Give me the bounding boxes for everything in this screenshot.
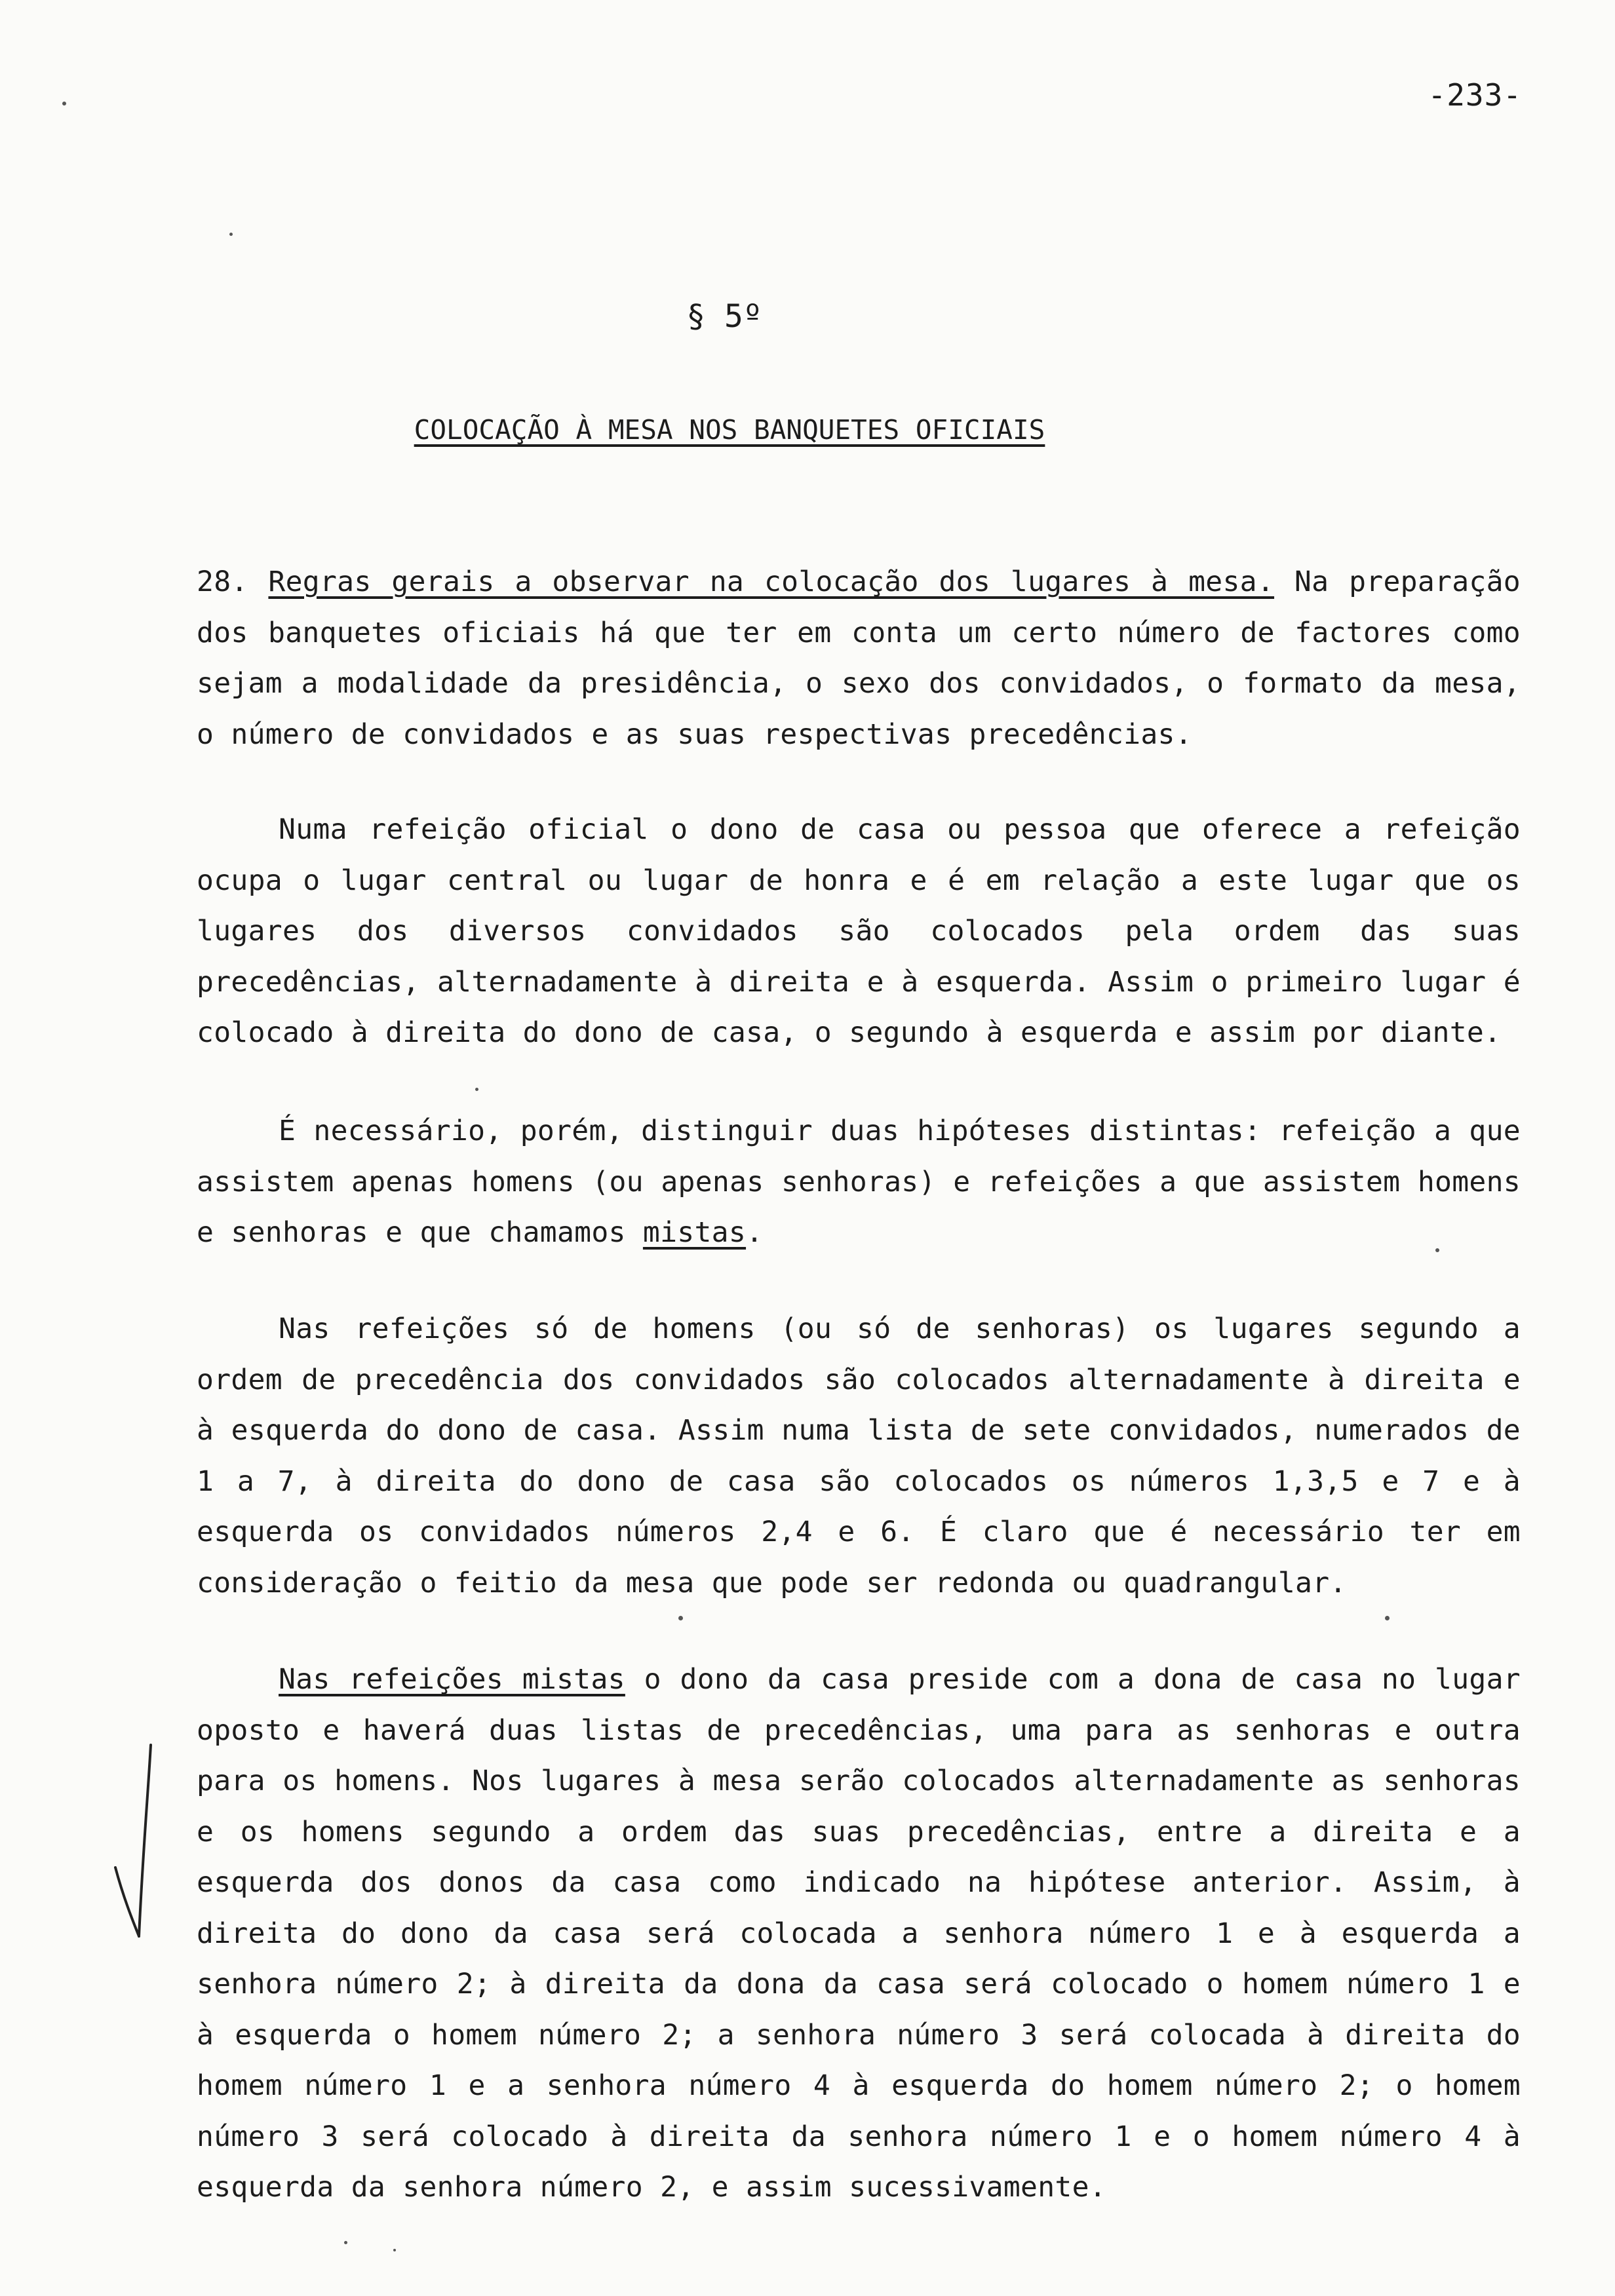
scan-speck	[678, 1616, 683, 1620]
paragraph-text: Nas refeições só de homens (ou só de senhoras) os lugares segundo a ordem de precedência dos convidados são colocados alternadamente à direita e à esquerda do dono de casa. Assim numa lista de sete convidados, numerados de 1 a 7, à direita do dono de casa são colocados os números 1,3,5 e 7 e à esquerda os convidados números 2,4 e 6. É claro que é necessário ter em consideração o feitio da mesa que pode ser redonda ou quadrangular.	[197, 1312, 1521, 1599]
scan-speck	[393, 2249, 396, 2251]
paragraph-text: Na preparação dos banquetes oficiais há que ter em conta um certo número de factores como sejam a modalidade da presidência, o sexo dos convidados, o formato da mesa, o número de convidados e as suas respectivas precedências.	[197, 565, 1521, 751]
paragraph-head-of-table	[197, 805, 1521, 1059]
scan-speck	[62, 102, 66, 105]
scan-speck	[344, 2241, 347, 2244]
section-title	[0, 414, 1459, 446]
paragraph-heading: Regras gerais a observar na colocação dos lugares à mesa.	[268, 565, 1275, 598]
handwritten-margin-check-icon	[110, 1740, 169, 1949]
paragraph-text: É necessário, porém, distinguir duas hipóteses distintas: refeição a que assistem apenas homens (ou apenas senhoras) e refeições a que assistem homens e senhoras e que chamamos	[197, 1115, 1521, 1249]
underlined-term-mistas: mistas	[642, 1216, 747, 1249]
paragraph-same-sex-meals	[197, 1304, 1521, 1609]
scan-speck	[475, 1088, 478, 1091]
underlined-heading-mixed-meals: Nas refeições mistas	[279, 1663, 625, 1696]
paragraph-text: Numa refeição oficial o dono de casa ou pessoa que oferece a refeição ocupa o lugar central ou lugar de honra e é em relação a este lugar que os lugares dos diversos convidados são colocados pela ordem das suas precedências, alternadamente à direita e à esquerda. Assim o primeiro lugar é colocado à direita do dono de casa, o segundo à esquerda e assim por diante.	[197, 813, 1521, 1049]
paragraph-mixed-meals	[197, 1655, 1521, 2213]
scan-speck	[1435, 1248, 1439, 1252]
paragraph-number: 28.	[197, 565, 248, 598]
paragraph-hypotheses	[197, 1106, 1521, 1259]
paragraph-28	[197, 557, 1521, 760]
section-mark: § 5º	[686, 298, 762, 335]
scan-speck	[1385, 1616, 1390, 1620]
scan-speck	[229, 233, 233, 236]
page-number: -233-	[1428, 77, 1522, 113]
paragraph-text-end: .	[746, 1216, 764, 1249]
section-title-text: COLOCAÇÃO À MESA NOS BANQUETES OFICIAIS	[414, 414, 1045, 446]
paragraph-text: o dono da casa preside com a dona de casa no lugar oposto e haverá duas listas de precedências, uma para as senhoras e outra para os homens. Nos lugares à mesa serão colocados alternadamente as senhoras e os homens segundo a ordem das suas precedências, entre a direita e a esquerda dos donos da casa como indicado na hipótese anterior. Assim, à direita do dono da casa será colocada a senhora número 1 e à esquerda a senhora número 2; à direita da dona da casa será colocado o homem número 1 e à esquerda o homem número 2; a senhora número 3 será colocada à direita do homem número 1 e a senhora número 4 à esquerda do homem número 2; o homem número 3 será colocado à direita da senhora número 1 e o homem número 4 à esquerda da senhora número 2, e assim sucessivamente.	[197, 1663, 1521, 2204]
